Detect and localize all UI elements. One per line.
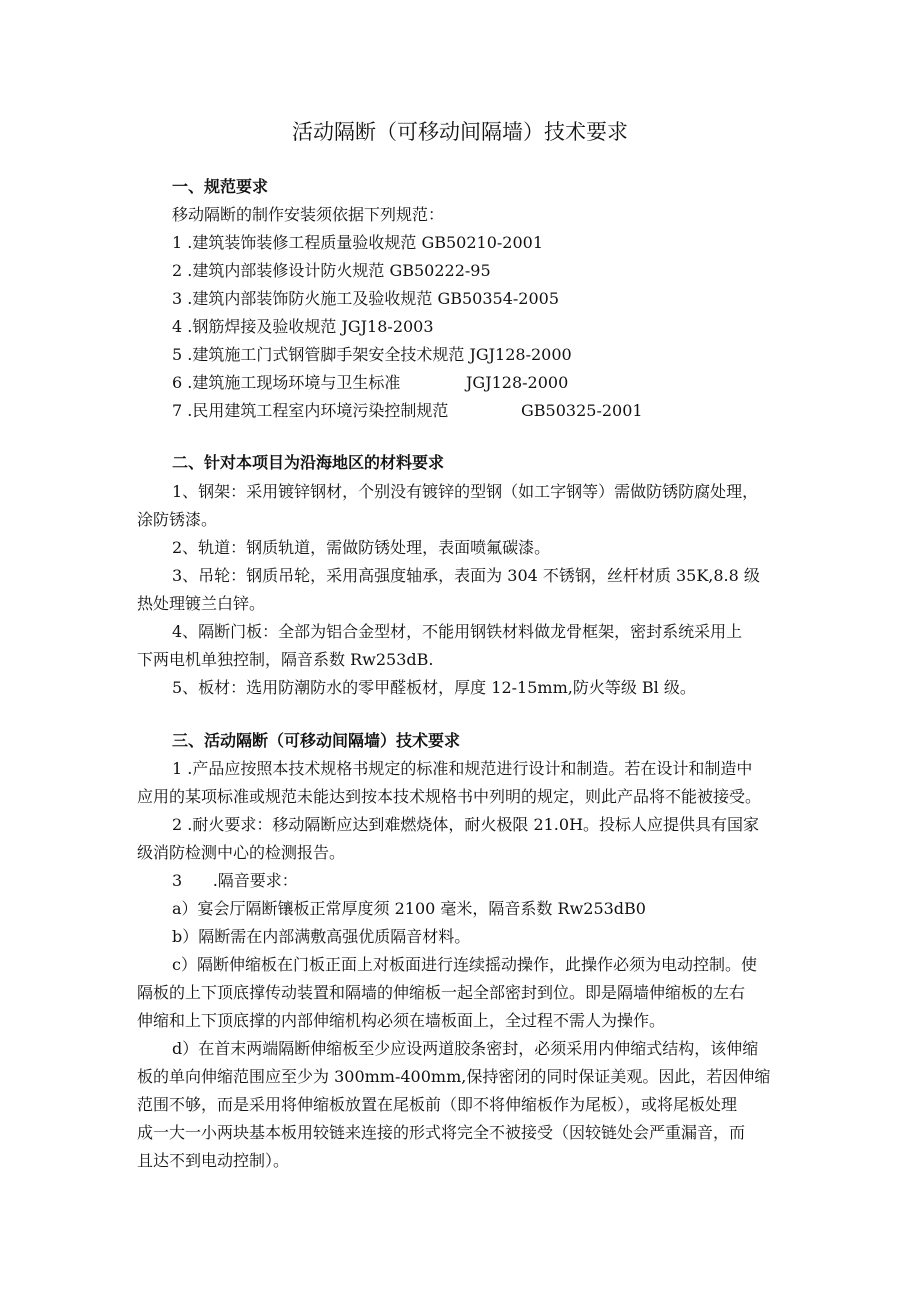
paragraph-line: a）宴会厅隔断镶板正常厚度须 2100 毫米，隔音系数 Rw253dB0 (172, 899, 646, 918)
paragraph-line: 范围不够，而是采用将伸缩板放置在尾板前（即不将伸缩板作为尾板），或将尾板处理 (137, 1095, 738, 1114)
paragraph-line: c）隔断伸缩板在门板正面上对板面进行连续摇动操作，此操作必须为电动控制。使 (172, 955, 757, 974)
paragraph-line: 应用的某项标准或规范未能达到按本技术规格书中列明的规定，则此产品将不能被接受。 (137, 787, 762, 806)
standard-item-6-code: JGJ128-2000 (466, 373, 569, 392)
paragraph-line: 涂防锈漆。 (137, 510, 218, 529)
section-2-heading: 二、针对本项目为沿海地区的材料要求 (172, 453, 445, 472)
section-1-heading: 一、规范要求 (172, 177, 269, 196)
paragraph-line: 板的单向伸缩范围应至少为 300mm-400mm,保持密闭的同时保证美观。因此，若因伸缩 (137, 1067, 771, 1086)
page-title: 活动隔断（可移动间隔墙）技术要求 (292, 120, 628, 144)
standard-item-5: 5 .建筑施工门式钢管脚手架安全技术规范 JGJ128-2000 (172, 345, 572, 364)
paragraph-line: 成一大一小两块基本板用较链来连接的形式将完全不被接受（因较链处会严重漏音，而 (137, 1123, 746, 1142)
paragraph-line: 2、轨道：钢质轨道，需做防锈处理，表面喷氟碳漆。 (172, 538, 551, 557)
paragraph-line: 热处理镀兰白锌。 (137, 594, 266, 613)
paragraph-line: 3、吊轮：钢质吊轮，采用高强度轴承，表面为 304 不锈钢，丝杆材质 35K,8.8 级 (172, 566, 760, 585)
standard-item-4: 4 .钢筋焊接及验收规范 JGJ18-2003 (172, 317, 434, 336)
paragraph-line: 隔板的上下顶底撑传动装置和隔墙的伸缩板一起全部密封到位。即是隔墙伸缩板的左右 (137, 983, 746, 1002)
paragraph-line: 5、板材：选用防潮防水的零甲醛板材，厚度 12-15mm,防火等级 Bl 级。 (172, 678, 696, 697)
standard-item-1: 1 .建筑装饰装修工程质量验收规范 GB50210-2001 (172, 233, 544, 252)
paragraph-line: 1、钢架：采用镀锌钢材，个别没有镀锌的型钢（如工字钢等）需做防锈防腐处理， (172, 482, 759, 501)
standard-item-7: 7 .民用建筑工程室内环境污染控制规范 (172, 401, 449, 420)
paragraph-line: 且达不到电动控制）。 (137, 1151, 290, 1170)
standard-item-3: 3 .建筑内部装饰防火施工及验收规范 GB50354-2005 (172, 289, 560, 308)
paragraph-line: 2 .耐火要求：移动隔断应达到难燃烧体，耐火极限 21.0H。投标人应提供具有国家 (172, 815, 760, 834)
section-3-heading: 三、活动隔断（可移动间隔墙）技术要求 (172, 731, 461, 750)
paragraph-line: 1 .产品应按照本技术规格书规定的标准和规范进行设计和制造。若在设计和制造中 (172, 759, 753, 778)
paragraph-line: 级消防检测中心的检测报告。 (137, 843, 346, 862)
paragraph-line: 下两电机单独控制，隔音系数 Rw253dB. (137, 650, 434, 669)
standard-item-7-code: GB50325-2001 (521, 401, 643, 420)
paragraph-line: d）在首末两端隔断伸缩板至少应设两道胶条密封，必须采用内伸缩式结构，该伸缩 (172, 1039, 759, 1058)
paragraph-line: b）隔断需在内部满敷高强优质隔音材料。 (172, 927, 471, 946)
section-1-intro: 移动隔断的制作安装须依据下列规范： (172, 205, 445, 224)
standard-item-2: 2 .建筑内部装修设计防火规范 GB50222-95 (172, 261, 491, 280)
standard-item-6: 6 .建筑施工现场环境与卫生标准 (172, 373, 401, 392)
paragraph-line: 4、隔断门板：全部为铝合金型材，不能用钢铁材料做龙骨框架，密封系统采用上 (172, 622, 743, 641)
paragraph-line: 3 .隔音要求： (172, 871, 298, 890)
paragraph-line: 伸缩和上下顶底撑的内部伸缩机构必须在墙板面上，全过程不需人为操作。 (137, 1011, 666, 1030)
